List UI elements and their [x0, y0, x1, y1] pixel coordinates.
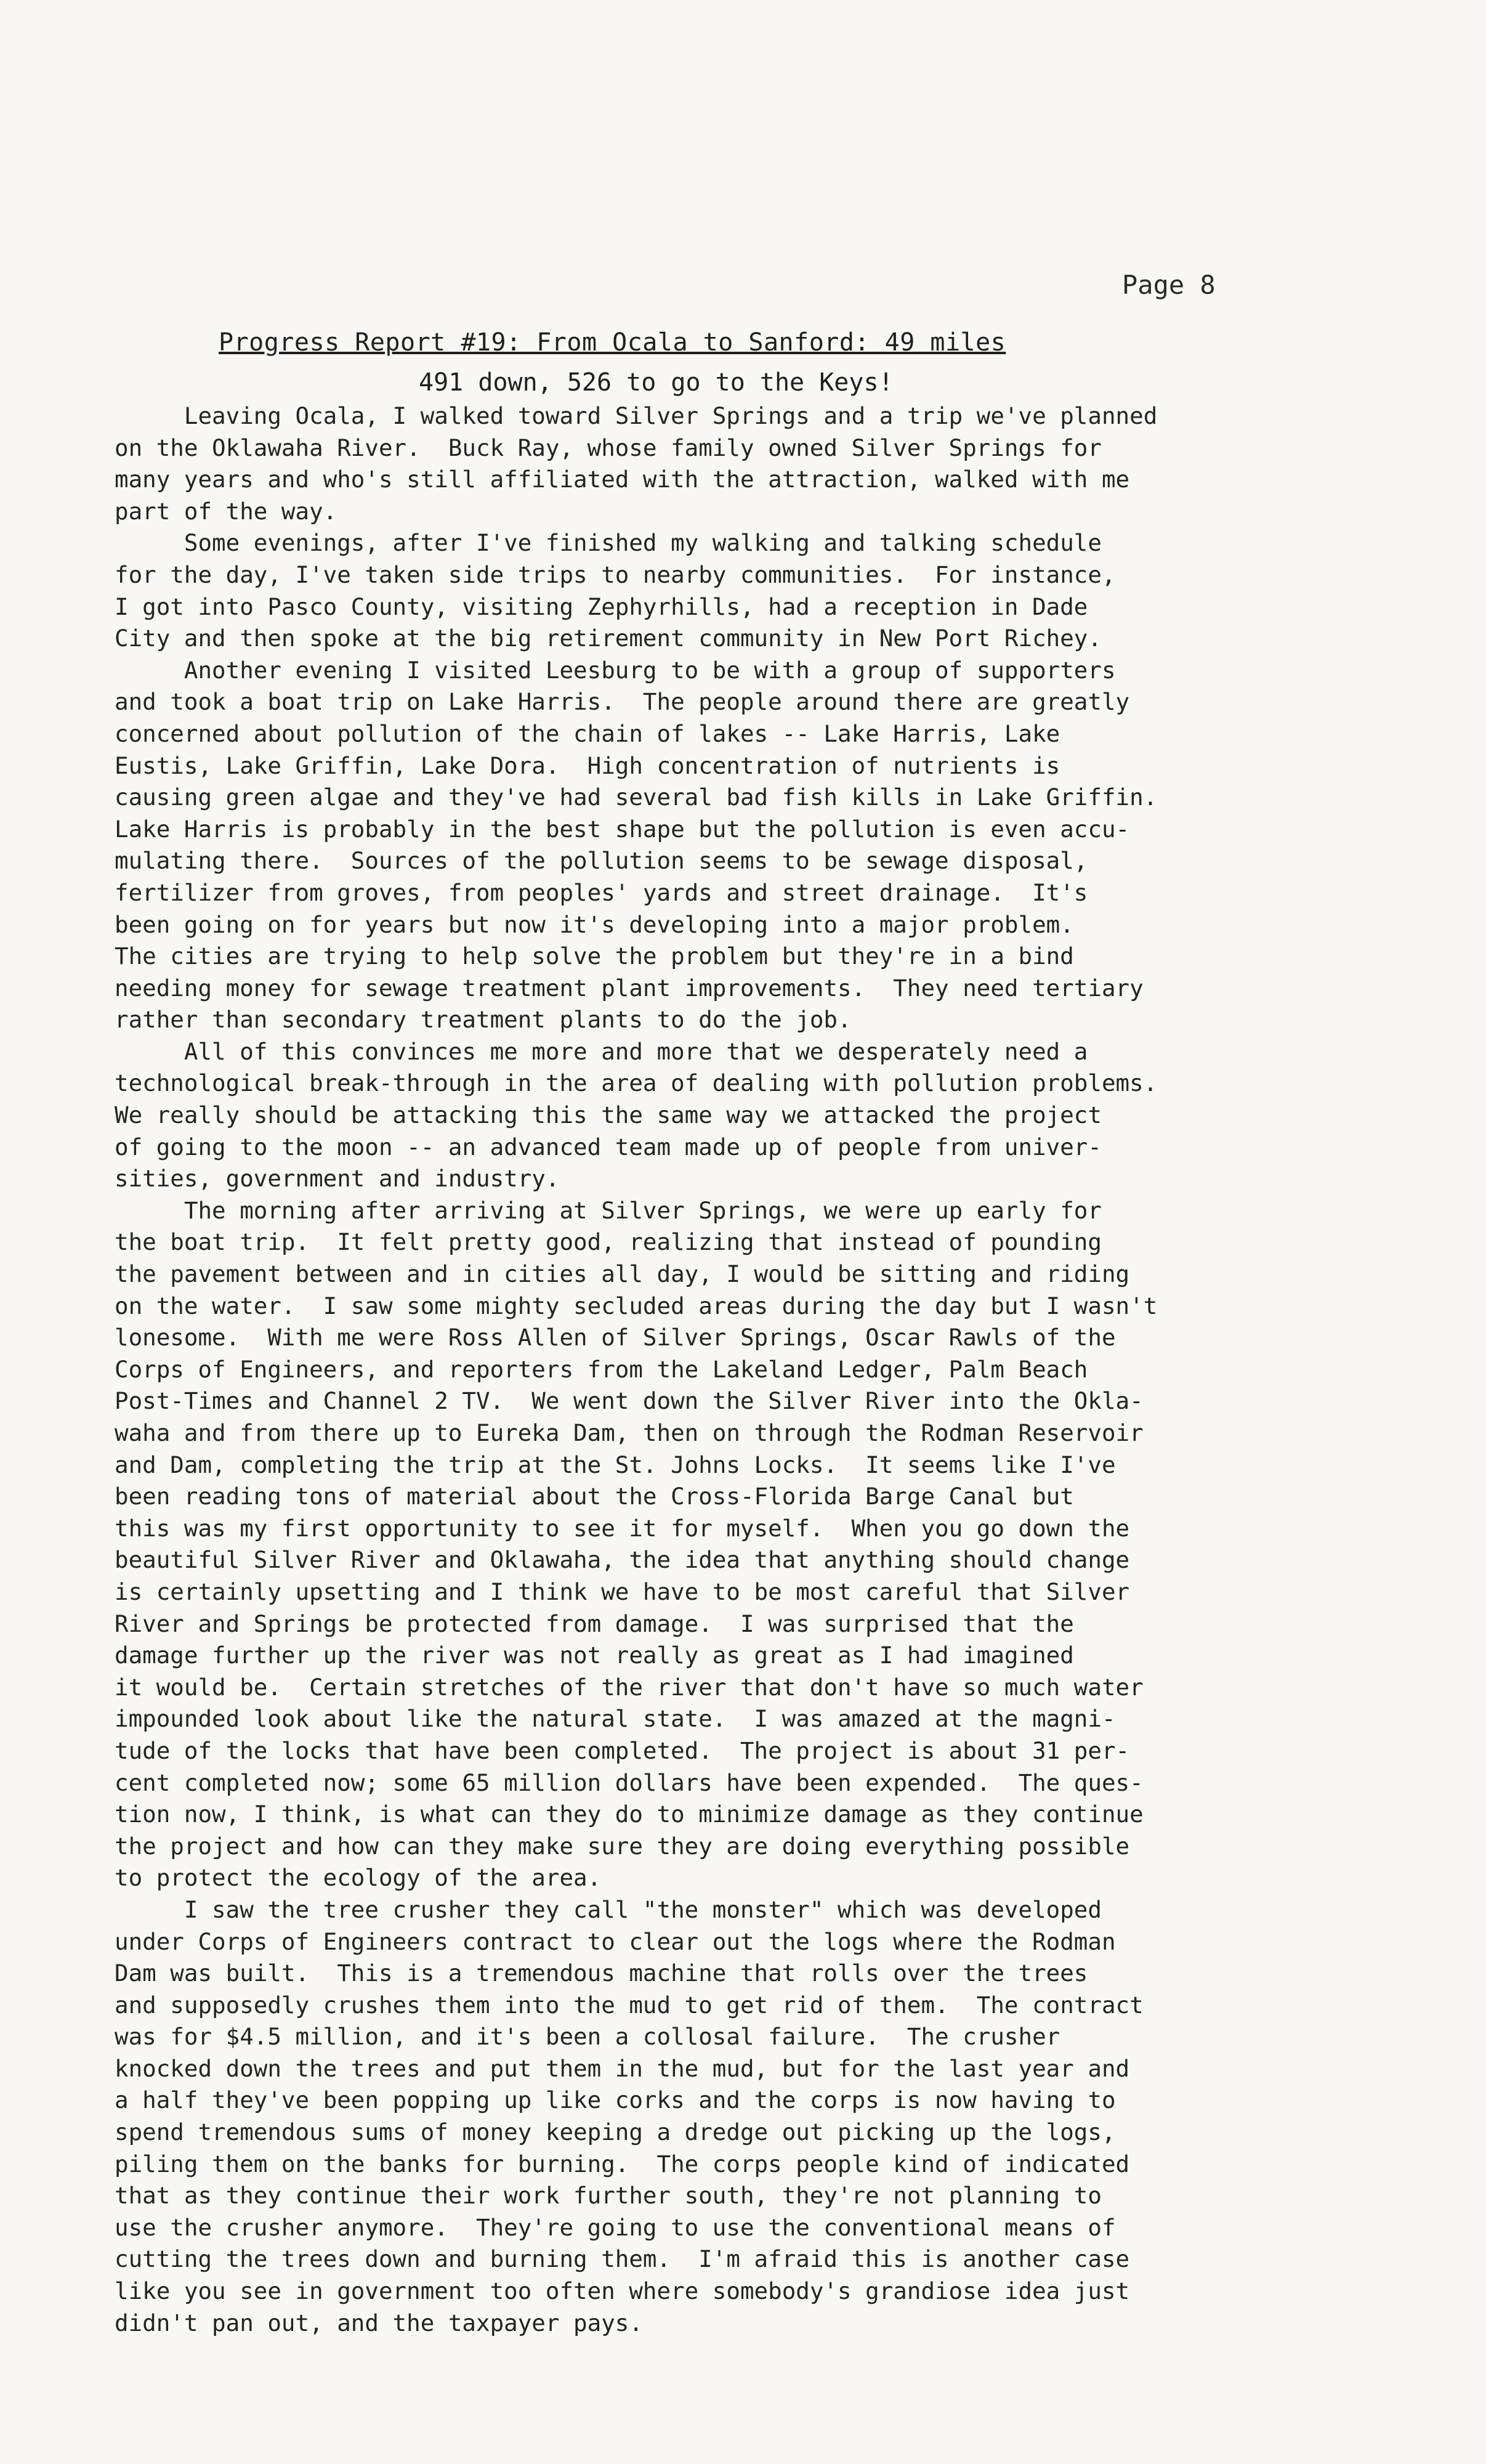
paragraph-boat-trip: The morning after arriving at Silver Springs, we were up early for the boat trip. It felt pretty good, realizing that instead of pounding the pavement between and in cities all day, I would be sitting and riding on the water. I saw some mighty secluded areas during the day but I wasn't lonesome. With me were Ross Allen of Silver Springs, Oscar Rawls of the Corps of Engineers, and reporters from the Lakeland Ledger, Palm Beach Post-Times and Channel 2 TV. We went down the Silver River into the Okla- waha and from there up to Eureka Dam, then on through the Rodman Reservoir and Dam, completing the trip at the St. Johns Locks. It seems like I've been reading tons of material about the Cross-Florida Barge Canal but this was my first opportunity to see it for myself. When you go down the beautiful Silver River and Oklawaha, the idea that anything should change is certainly upsetting and I think we have to be most careful that Silver River and Springs be protected from damage. I was surprised that the damage further up the river was not really as great as I had imagined it would be. Certain stretches of the river that don't have so much water impounded look about like the natural state. I was amazed at the magni- tude of the locks that have been completed. The project is about 31 per- cent completed now; some 65 million dollars have been expended. The ques- tion now, I think, is what can they do to minimize damage as they continue the project and how can they make sure they are doing everything possible to protect the ecology of the area.	[115, 1196, 1158, 1892]
report-title: Progress Report #19: From Ocala to Sanford: 49 miles	[219, 328, 1006, 357]
paragraph-leaving-ocala: Leaving Ocala, I walked toward Silver Springs and a trip we've planned on the Oklawaha River. Buck Ray, whose family owned Silver Springs for many years and who's still affiliated with the attraction, walked with me part of the way.	[115, 402, 1158, 525]
paragraph-side-trips: Some evenings, after I've finished my walking and talking schedule for the day, I've taken side trips to nearby communities. For instance, I got into Pasco County, visiting Zephyrhills, had a reception in Dade City and then spoke at the big retirement community in New Port Richey.	[115, 529, 1116, 652]
report-subtitle: 491 down, 526 to go to the Keys!	[419, 368, 894, 397]
paragraph-technology: All of this convinces me more and more that we desperately need a technological break-through in the area of dealing with pollution problems. We really should be attacking this the same way we attacked the project of going to the moon -- an advanced team made up of people from univer- sities, government and industry.	[115, 1037, 1158, 1193]
page-number: Page 8	[1122, 270, 1216, 300]
report-body	[115, 400, 1439, 2339]
paragraph-tree-crusher: I saw the tree crusher they call "the monster" which was developed under Corps of Engineers contract to clear out the logs where the Rodman Dam was built. This is a tremendous machine that rolls over the trees and supposedly crushes them into the mud to get rid of them. The contract was for $4.5 million, and it's been a collosal failure. The crusher knocked down the trees and put them in the mud, but for the last year and a half they've been popping up like corks and the corps is now having to spend tremendous sums of money keeping a dredge out picking up the logs, piling them on the banks for burning. The corps people kind of indicated that as they continue their work further south, they're not planning to use the crusher anymore. They're going to use the conventional means of cutting the trees down and burning them. I'm afraid this is another case like you see in government too often where somebody's grandiose idea just didn't pan out, and the taxpayer pays.	[115, 1895, 1144, 2336]
paragraph-leesburg: Another evening I visited Leesburg to be with a group of supporters and took a boat trip on Lake Harris. The people around there are greatly concerned about pollution of the chain of lakes -- Lake Harris, Lake Eustis, Lake Griffin, Lake Dora. High concentration of nutrients is causing green algae and they've had several bad fish kills in Lake Griffin. Lake Harris is probably in the best shape but the pollution is even accu- mulating there. Sources of the pollution seems to be sewage disposal, fertilizer from groves, from peoples' yards and street drainage. It's been going on for years but now it's developing into a major problem. The cities are trying to help solve the problem but they're in a bind needing money for sewage treatment plant improvements. They need tertiary rather than secondary treatment plants to do the job.	[115, 656, 1158, 1034]
